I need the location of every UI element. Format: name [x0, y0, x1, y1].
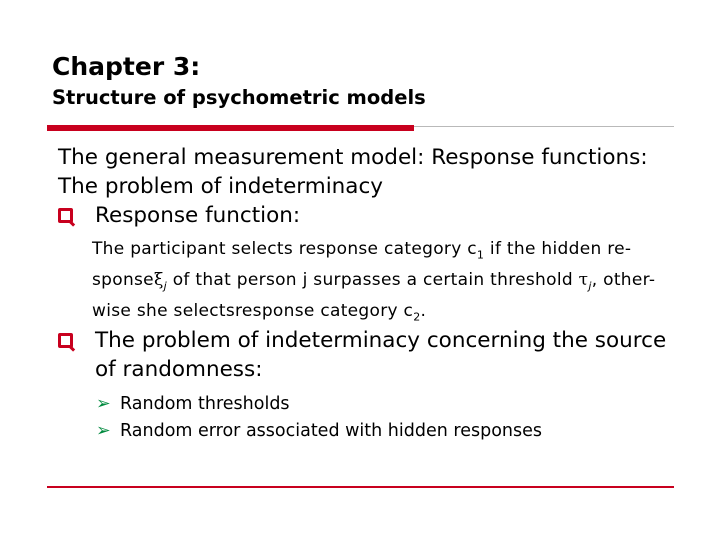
slide-subtitle: Structure of psychometric models: [52, 86, 426, 109]
list-item-label: Random thresholds: [120, 394, 290, 414]
response-function-detail: The participant selects response category $c_1$ if the hidden re-sponseξ$_j$ of that person j surpasses a certain threshold $\tau_j$, other-wise she selectsresponse category $c_2$.: [92, 239, 656, 324]
list-item-label: Random error associated with hidden responses: [120, 421, 542, 441]
bullet-label: The problem of indeterminacy concerning the source of randomness:: [95, 328, 667, 382]
arrow-bullet-icon: ➢: [96, 394, 111, 414]
arrow-bullet-icon: ➢: [96, 421, 111, 441]
list-item: [96, 391, 290, 417]
q-box-bullet-icon: [58, 208, 73, 223]
title-rule-gray: [414, 126, 674, 127]
q-box-bullet-icon: [58, 333, 73, 348]
title-rule-red: [47, 125, 414, 131]
intro-text: The general measurement model: Response functions: The problem of indeterminacy: [58, 145, 648, 199]
bullet-label: Response function:: [95, 203, 301, 228]
list-item: [96, 418, 542, 444]
footer-rule: [47, 486, 674, 488]
slide-title: Chapter 3:: [52, 52, 201, 81]
